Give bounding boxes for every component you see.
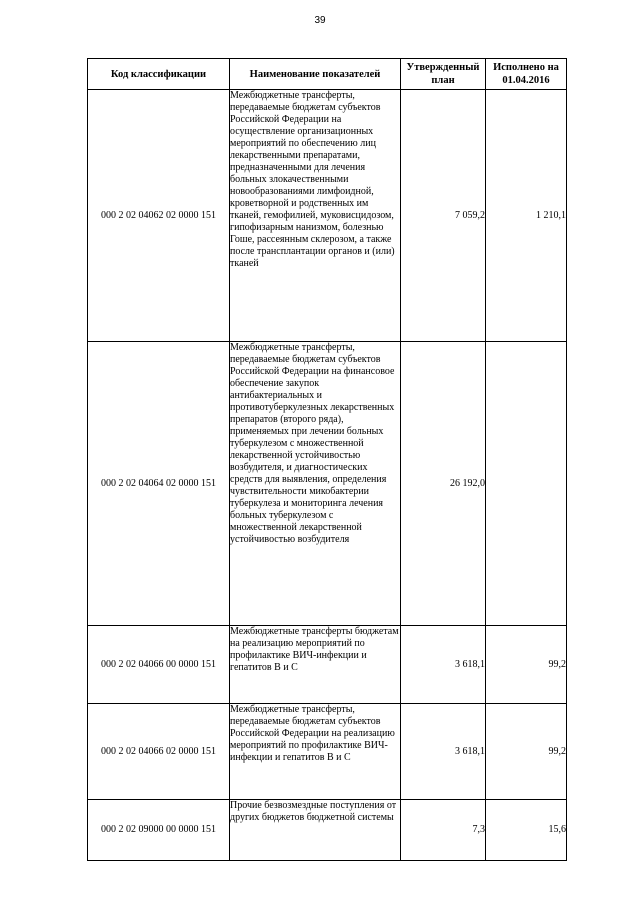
row-code: 000 2 02 04062 02 0000 151 bbox=[88, 90, 230, 342]
row-plan: 3 618,1 bbox=[401, 704, 486, 800]
table-row bbox=[88, 90, 567, 342]
budget-table bbox=[87, 58, 567, 861]
row-done: 15,6 bbox=[486, 800, 567, 861]
row-plan: 7,3 bbox=[401, 800, 486, 861]
row-plan: 7 059,2 bbox=[401, 90, 486, 342]
header-plan: Утвержденный план bbox=[401, 59, 486, 90]
row-code: 000 2 02 04064 02 0000 151 bbox=[88, 342, 230, 626]
row-done: 1 210,1 bbox=[486, 90, 567, 342]
row-done bbox=[486, 342, 567, 626]
row-name: Межбюджетные трансферты, передаваемые бюджетам субъектов Российской Федерации на осуществление организационных мероприятий по обеспечению лиц лекарственными препаратами, предназначенными для лечения больных злокачественными новообразованиями лимфоидной, кроветворной и родственных им тканей, гемофилией, муковисцидозом, гипофизарным нанизмом, болезнью Гоше, рассеянным склерозом, а также после трансплантации органов и (или) тканей bbox=[230, 90, 401, 342]
row-code: 000 2 02 04066 00 0000 151 bbox=[88, 626, 230, 704]
row-plan: 3 618,1 bbox=[401, 626, 486, 704]
row-name: Межбюджетные трансферты бюджетам на реализацию мероприятий по профилактике ВИЧ-инфекции и гепатитов В и С bbox=[230, 626, 401, 704]
table-row bbox=[88, 704, 567, 800]
header-done: Исполнено на 01.04.2016 bbox=[486, 59, 567, 90]
table-row bbox=[88, 800, 567, 861]
table-header bbox=[88, 59, 567, 90]
table-row bbox=[88, 342, 567, 626]
header-name: Наименование показателей bbox=[230, 59, 401, 90]
row-name: Межбюджетные трансферты, передаваемые бюджетам субъектов Российской Федерации на реализацию мероприятий по профилактике ВИЧ-инфекции и гепатитов В и С bbox=[230, 704, 401, 800]
row-name: Прочие безвозмездные поступления от других бюджетов бюджетной системы bbox=[230, 800, 401, 861]
row-done: 99,2 bbox=[486, 626, 567, 704]
header-code: Код классификации bbox=[88, 59, 230, 90]
page-number: 39 bbox=[314, 15, 326, 26]
row-done: 99,2 bbox=[486, 704, 567, 800]
table-row bbox=[88, 626, 567, 704]
row-code: 000 2 02 04066 02 0000 151 bbox=[88, 704, 230, 800]
row-name: Межбюджетные трансферты, передаваемые бюджетам субъектов Российской Федерации на финансовое обеспечение закупок антибактериальных и противотуберкулезных лекарственных препаратов (второго ряда), применяемых при лечении больных туберкулезом с множественной лекарственной устойчивостью возбудителя, и диагностических средств для выявления, определения чувствительности микобактерии туберкулеза и мониторинга лечения больных туберкулезом с множественной лекарственной устойчивостью возбудителя bbox=[230, 342, 401, 626]
row-code: 000 2 02 09000 00 0000 151 bbox=[88, 800, 230, 861]
row-plan: 26 192,0 bbox=[401, 342, 486, 626]
